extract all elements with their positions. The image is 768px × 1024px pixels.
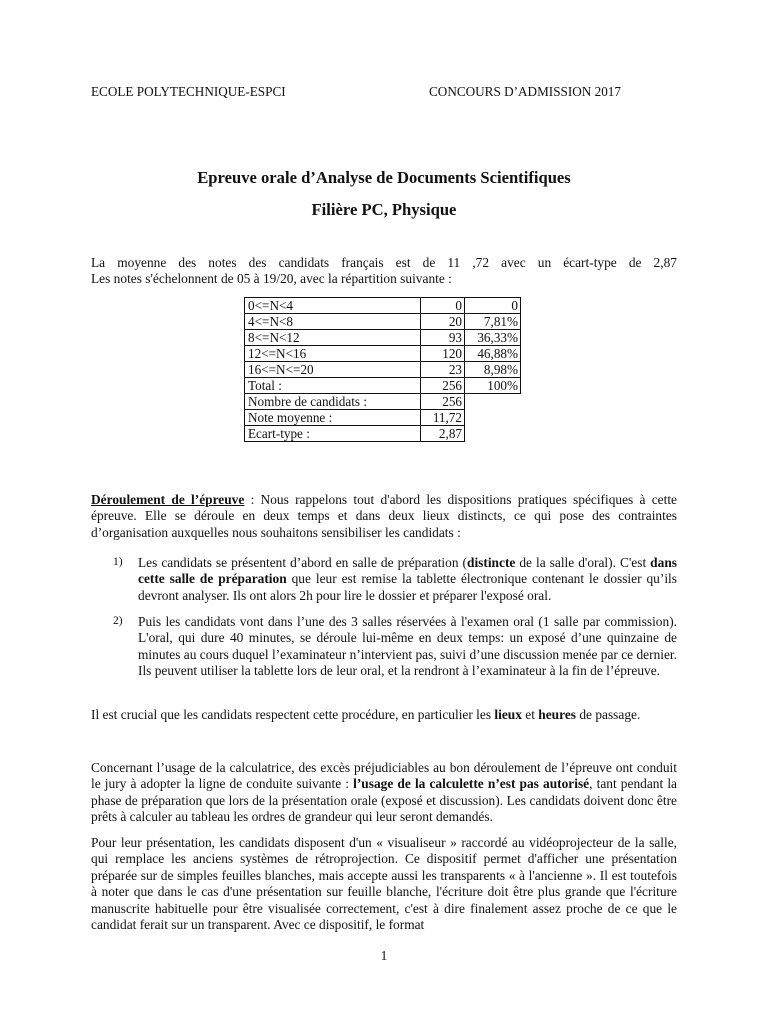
list-number: 2) (113, 615, 123, 627)
table-cell-percent: 36,33% (465, 330, 521, 346)
table-cell-range: 16<=N<=20 (245, 362, 421, 378)
table-cell-value: 256 (421, 394, 465, 410)
header-school: ECOLE POLYTECHNIQUE-ESPCI (91, 84, 286, 99)
table-cell-label: Total : (245, 378, 421, 394)
table-cell-count: 20 (421, 314, 465, 330)
table-row (245, 346, 521, 362)
table-cell-label: Ecart-type : (245, 426, 421, 442)
table-cell-value: 2,87 (421, 426, 465, 442)
table-cell-percent: 100% (465, 378, 521, 394)
table-row-mean (245, 410, 521, 426)
intro-line-2: Les notes s'échelonnent de 05 à 19/20, avec la répartition suivante : (91, 271, 452, 286)
table-row-total (245, 378, 521, 394)
table-cell-percent: 46,88% (465, 346, 521, 362)
page-number: 1 (380, 948, 388, 963)
calculator-paragraph: Concernant l’usage de la calculatrice, des excès préjudiciables au bon déroulement de l’épreuve ont conduit le jury à adopter la ligne de conduite suivante : l’usage de la calculette n’est pas autorisé, tant pendant la phase de préparation que lors de la présentation orale (exposé et discussion). Les candidats doivent donc être prêts à calculer au tableau les ordres de grandeur qui leur seront demandés. (91, 760, 677, 825)
table-cell-percent: 0 (465, 298, 521, 314)
crucial-paragraph: Il est crucial que les candidats respectent cette procédure, en particulier les lieux et heures de passage. (91, 707, 641, 722)
table-cell-range: 12<=N<16 (245, 346, 421, 362)
table-cell-value: 11,72 (421, 410, 465, 426)
table-row-stddev (245, 426, 521, 442)
table-row (245, 330, 521, 346)
deroulement-paragraph: Déroulement de l’épreuve : Nous rappelons tout d'abord les dispositions pratiques spécifiques à cette épreuve. Elle se déroule en deux temps et dans deux lieux distincts, ce qui pose des contraintes d’organisation auxquelles nous souhaitons sensibiliser les candidats : (91, 492, 677, 540)
table-cell-label: Note moyenne : (245, 410, 421, 426)
list-item-text: Puis les candidats vont dans l’une des 3 salles réservées à l'examen oral (1 salle par commission). L'oral, qui dure 40 minutes, se déroule lui-même en deux temps: un exposé d’une quinzaine de minutes au cours duquel l’examinateur n’intervient pas, suivi d’une discussion menée par ce dernier. Ils peuvent utiliser la tablette lors de leur oral, et la rendront à l’examinateur à la fin de l’épreuve. (138, 614, 677, 679)
header-concours: CONCOURS D’ADMISSION 2017 (429, 84, 621, 99)
document-subtitle: Filière PC, Physique (311, 200, 457, 219)
list-number: 1) (113, 556, 123, 568)
document-title: Epreuve orale d’Analyse de Documents Scientifiques (197, 168, 571, 187)
table-cell-count: 120 (421, 346, 465, 362)
table-cell-range: 8<=N<12 (245, 330, 421, 346)
table-cell-range: 4<=N<8 (245, 314, 421, 330)
table-row-candidates (245, 394, 521, 410)
table-cell-count: 0 (421, 298, 465, 314)
table-cell-label: Nombre de candidats : (245, 394, 421, 410)
grade-distribution-table (244, 297, 521, 442)
table-cell-count: 256 (421, 378, 465, 394)
table-cell-percent: 8,98% (465, 362, 521, 378)
table-cell-range: 0<=N<4 (245, 298, 421, 314)
table-cell-count: 93 (421, 330, 465, 346)
table-row (245, 298, 521, 314)
table-row (245, 362, 521, 378)
section-heading: Déroulement de l’épreuve (91, 492, 245, 507)
table-cell-count: 23 (421, 362, 465, 378)
table-row (245, 314, 521, 330)
list-item-text: Les candidats se présentent d’abord en salle de préparation (distincte de la salle d'oral). C'est dans cette salle de préparation que leur est remise la tablette électronique contenant le dossier qu’ils devront analyser. Ils ont alors 2h pour lire le dossier et préparer l'exposé oral. (138, 555, 677, 603)
visualiseur-paragraph: Pour leur présentation, les candidats disposent d'un « visualiseur » raccordé au vidéoprojecteur de la salle, qui remplace les anciens systèmes de rétroprojection. Ce dispositif permet d'afficher une présentation préparée sur de simples feuilles blanches, mais accepte aussi les transparents « à l'ancienne ». Il est toutefois à noter que dans le cas d'une présentation sur feuille blanche, l'écriture doit être plus grande que l'écriture manuscrite habituelle pour être visualisée correctement, c'est à dire finalement assez proche de ce que le candidat ferait sur un transparent. Avec ce dispositif, le format (91, 835, 677, 933)
intro-line-1: La moyenne des notes des candidats français est de 11 ,72 avec un écart-type de 2,87 (91, 255, 677, 270)
table-cell-percent: 7,81% (465, 314, 521, 330)
